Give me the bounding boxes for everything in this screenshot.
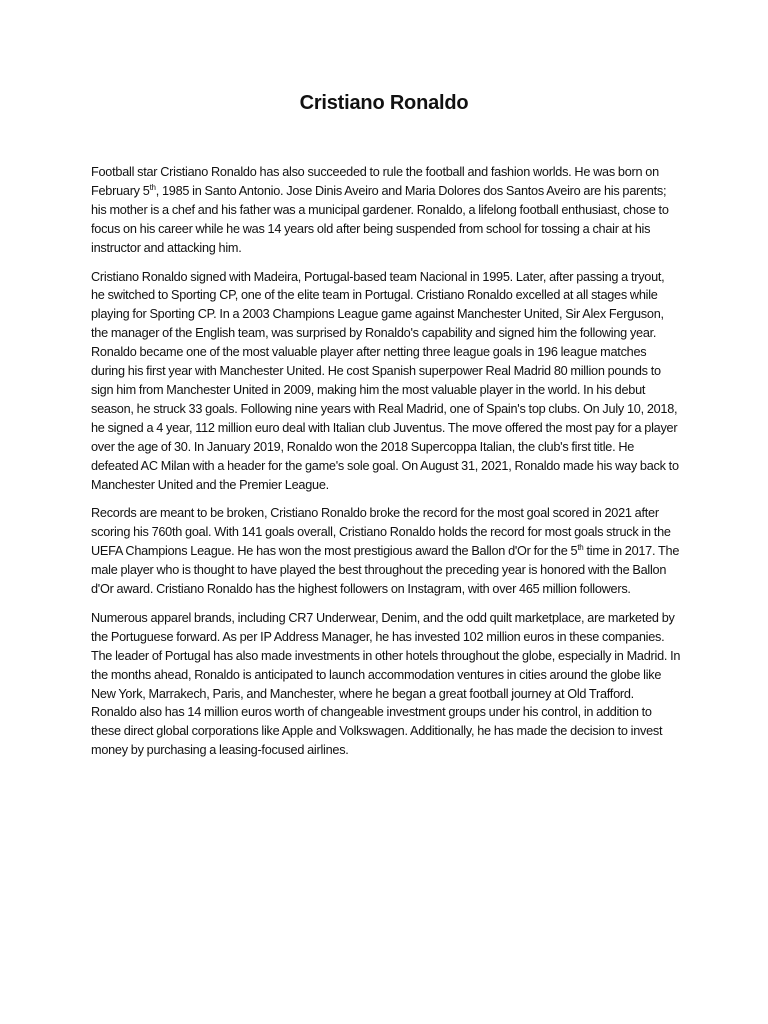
paragraph-career: Cristiano Ronaldo signed with Madeira, Portugal-based team Nacional in 1995. Later, after passing a tryout, he switched to Sporting CP, one of the elite team in Portugal. Cristiano Ronaldo excelled at all stages while playing for Sporting CP. In a 2003 Champions League game against Manchester United, Sir Alex Ferguson, the manager of the English team, was surprised by Ronaldo's capability and signed him the following year. Ronaldo became one of the most valuable player after netting three league goals in 196 league matches during his first year with Manchester United. He cost Spanish superpower Real Madrid 80 million pounds to sign him from Manchester United in 2009, making him the most valuable player in the world. In his debut season, he struck 33 goals. Following nine years with Real Madrid, one of Spain's top clubs. On July 10, 2018, he signed a 4 year, 112 million euro deal with Italian club Juventus. The move offered the most pay for a player over the age of 30. In January 2019, Ronaldo won the 2018 Supercoppa Italian, the club's first title. He defeated AC Milan with a header for the game's sole goal. On August 31, 2021, Ronaldo made his way back to Manchester United and the Premier League. — [91, 269, 679, 492]
paragraph-text: time in 2017. The male player who is thought to have played the best throughout the preceding year is honored with the Ballon d'Or award. Cristiano Ronaldo has the highest followers on Instagram, with over 465 million followers. — [91, 544, 680, 597]
paragraph-early-life — [91, 163, 681, 258]
ordinal-suffix: th — [149, 182, 156, 192]
paragraph-text: Football star Cristiano Ronaldo has also succeeded to rule the football and fashion worlds. He was born on February 5 — [91, 165, 659, 198]
paragraph-records — [91, 504, 681, 599]
ordinal-suffix: th — [577, 542, 584, 552]
paragraph-text: , 1985 in Santo Antonio. Jose Dinis Aveiro and Maria Dolores dos Santos Aveiro are his parents; his mother is a chef and his father was a municipal gardener. Ronaldo, a lifelong football enthusiast, chose to focus on his career while he was 14 years old after being suspended from school for tossing a chair at his instructor and attacking him. — [91, 183, 669, 255]
paragraph-business: Numerous apparel brands, including CR7 Underwear, Denim, and the odd quilt marketplace, are marketed by the Portuguese forward. As per IP Address Manager, he has invested 102 million euros in these companies. The leader of Portugal has also made investments in other hotels throughout the globe, especially in Madrid. In the months ahead, Ronaldo is anticipated to launch accommodation ventures in cities around the globe like New York, Marrakech, Paris, and Manchester, where he began a great football journey at Old Trafford. Ronaldo also has 14 million euros worth of changeable investment groups under his control, in addition to these direct global corporations like Apple and Volkswagen. Additionally, he has made the decision to invest money by purchasing a leasing-focused airlines. — [91, 610, 681, 758]
document-title: Cristiano Ronaldo — [299, 92, 469, 114]
paragraph-text: Records are meant to be broken, Cristiano Ronaldo broke the record for the most goal scored in 2021 after scoring his 760th goal. With 141 goals overall, Cristiano Ronaldo holds the record for most goals struck in the UEFA Champions League. He has won the most prestigious award the Ballon d'Or for the 5 — [91, 506, 671, 559]
document-body — [91, 163, 681, 770]
